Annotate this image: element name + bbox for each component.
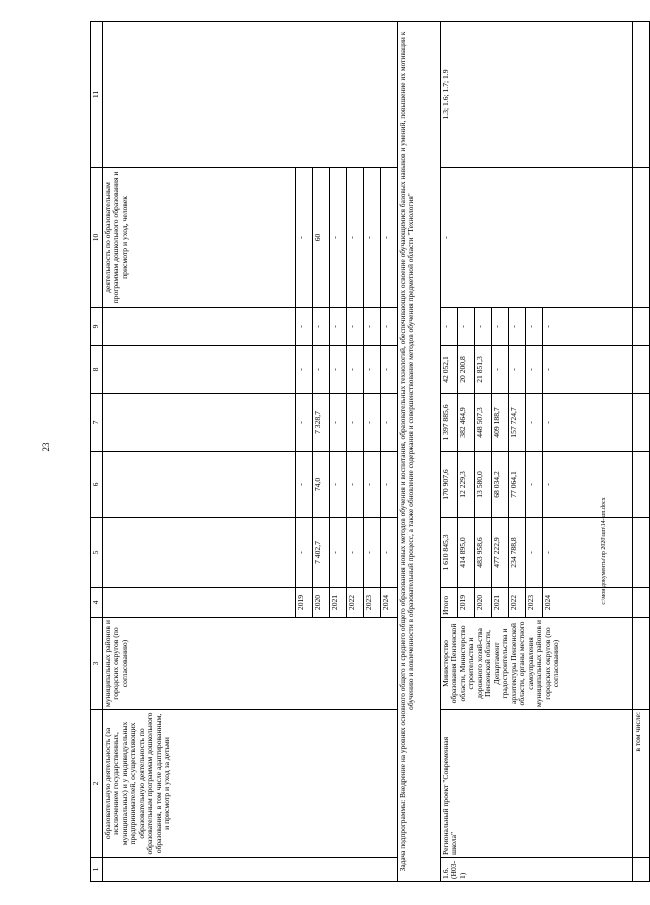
including-label: в том числе:	[632, 710, 649, 858]
year-cell: 2020	[474, 588, 491, 618]
empty-cell	[632, 394, 649, 452]
block1-description: образовательную деятельность (за исключением государственных, муниципальных) и у индивидуальных предпринимателей, осуществляющих образовательную деятельность по образовательным программам дошкольного образования, в том числе адаптированным, и присмотр и уход за детьми	[102, 710, 397, 858]
value-cell: 42 052,1	[440, 346, 457, 394]
value-cell: 12 229,3	[457, 452, 474, 518]
value-cell: -	[508, 346, 525, 394]
value-cell: -	[542, 518, 632, 588]
empty-cell	[632, 518, 649, 588]
empty-cell	[632, 308, 649, 346]
value-cell: -	[380, 308, 397, 346]
year-cell: 2023	[525, 588, 542, 618]
value-cell: -	[295, 346, 312, 394]
empty-cell	[632, 452, 649, 518]
block1-c9-blank	[102, 308, 295, 346]
task-row	[397, 22, 440, 882]
value-cell: -	[542, 452, 632, 518]
empty-cell	[632, 618, 649, 710]
value-cell: -	[363, 394, 380, 452]
rotated-table-sheet	[90, 22, 642, 882]
block1-c6-blank	[102, 452, 295, 518]
value-cell: -	[329, 518, 346, 588]
value-cell: 60	[312, 168, 329, 308]
incl-c1	[632, 858, 649, 882]
col-header-9: 9	[91, 308, 103, 346]
col-header-4: 4	[91, 588, 103, 618]
value-cell: 483 958,6	[474, 518, 491, 588]
value-cell: -	[474, 308, 491, 346]
block1-indicator: деятельность по образовательным программам дошкольного образования и присмотр и уход, человек	[102, 168, 295, 308]
value-cell: -	[295, 308, 312, 346]
value-cell: -	[329, 346, 346, 394]
value-cell: 1 610 845,3	[440, 518, 457, 588]
column-number-row	[91, 22, 103, 882]
including-row	[632, 22, 649, 882]
year-cell: 2020	[312, 588, 329, 618]
value-cell: 448 507,3	[474, 394, 491, 452]
block1-num-cell	[102, 858, 397, 882]
value-cell: 170 907,6	[440, 452, 457, 518]
col-header-6: 6	[91, 452, 103, 518]
value-cell: -	[380, 518, 397, 588]
value-cell: -	[346, 394, 363, 452]
value-cell: 77 064,1	[508, 452, 525, 518]
value-cell: 234 788,8	[508, 518, 525, 588]
value-cell: -	[295, 168, 312, 308]
year-cell: 2019	[295, 588, 312, 618]
value-cell: -	[525, 518, 542, 588]
value-cell: -	[295, 518, 312, 588]
block2-col10: -	[440, 168, 632, 308]
col-header-1: 1	[91, 858, 103, 882]
empty-cell	[632, 168, 649, 308]
value-cell: -	[363, 346, 380, 394]
value-cell: 7 402,7	[312, 518, 329, 588]
block2-executors: Министерство образования Пензенской области, Министерство строительства и дорожного хозяй-ства Пензенской области, Департамент градостроительства и архитектуры Пензенской области, органы местного самоуправления муниципальных районов и городских округов (по согласованию)	[440, 618, 632, 710]
block1-year-blank	[102, 588, 295, 618]
empty-cell	[632, 588, 649, 618]
col-header-7: 7	[91, 394, 103, 452]
block2-project-name: Региональный проект "Современная школа"	[440, 710, 632, 858]
year-cell: 2024	[380, 588, 397, 618]
block2-num: 1.6. (Н03-1)	[440, 858, 632, 882]
block1-c5-blank	[102, 518, 295, 588]
value-cell: -	[363, 452, 380, 518]
value-cell: -	[380, 168, 397, 308]
value-cell: -	[380, 394, 397, 452]
value-cell: -	[457, 308, 474, 346]
value-cell: 68 034,2	[491, 452, 508, 518]
block1-executor: муниципальных районов и городских округов (по согласованию)	[102, 618, 397, 710]
year-cell: 2019	[457, 588, 474, 618]
value-cell: 414 895,0	[457, 518, 474, 588]
value-cell: -	[491, 346, 508, 394]
block2-row-total	[440, 22, 457, 882]
value-cell: 382 464,9	[457, 394, 474, 452]
value-cell: -	[508, 308, 525, 346]
value-cell: -	[525, 346, 542, 394]
page-number: 23	[41, 442, 51, 452]
value-cell: 1 397 885,6	[440, 394, 457, 452]
task-text: Задача подпрограммы: Внедрение на уровнях основного общего и среднего общего образования новых методов обучения и воспитания, образовательных технологий, обеспечивающих освоение обучающимися базовых навыков и умений, повышение их мотивации к обучению и вовлеченности в образовательный процесс, а также обновление содержания и совершенствование методов обучения предметной области "Технология"	[397, 22, 440, 882]
program-table	[90, 21, 650, 882]
value-cell: -	[542, 346, 632, 394]
value-cell: -	[329, 394, 346, 452]
total-label: Итого	[440, 588, 457, 618]
value-cell: -	[491, 308, 508, 346]
year-cell: 2022	[346, 588, 363, 618]
value-cell: 477 222,9	[491, 518, 508, 588]
empty-cell	[632, 22, 649, 168]
value-cell: -	[542, 394, 632, 452]
value-cell: -	[329, 168, 346, 308]
block2-col11: 1.3; 1.6; 1.7; 1.9	[440, 22, 632, 168]
value-cell: 7 328,7	[312, 394, 329, 452]
col-header-8: 8	[91, 346, 103, 394]
col-header-5: 5	[91, 518, 103, 588]
col-header-11: 11	[91, 22, 103, 168]
value-cell: -	[380, 346, 397, 394]
value-cell: -	[525, 394, 542, 452]
year-cell: 2021	[329, 588, 346, 618]
year-cell: 2022	[508, 588, 525, 618]
block1-col11	[102, 22, 397, 168]
value-cell: -	[346, 308, 363, 346]
value-cell: 74,0	[312, 452, 329, 518]
empty-cell	[632, 346, 649, 394]
value-cell: -	[295, 452, 312, 518]
value-cell: -	[346, 452, 363, 518]
value-cell: -	[295, 394, 312, 452]
year-cell: 2021	[491, 588, 508, 618]
block1-text-row	[102, 22, 295, 882]
value-cell: 21 851,3	[474, 346, 491, 394]
value-cell: -	[380, 452, 397, 518]
value-cell: -	[346, 518, 363, 588]
value-cell: -	[329, 452, 346, 518]
col-header-3: 3	[91, 618, 103, 710]
col-header-2: 2	[91, 710, 103, 858]
year-cell: 2024	[542, 588, 632, 618]
value-cell: -	[525, 308, 542, 346]
value-cell: -	[542, 308, 632, 346]
value-cell: 157 724,7	[508, 394, 525, 452]
value-cell: -	[363, 518, 380, 588]
value-cell: -	[440, 308, 457, 346]
value-cell: 20 200,8	[457, 346, 474, 394]
col-header-10: 10	[91, 168, 103, 308]
value-cell: -	[312, 308, 329, 346]
value-cell: -	[346, 346, 363, 394]
value-cell: 13 580,0	[474, 452, 491, 518]
file-path-footer: c:\мои документы\пр 2020\шп\14-шп.docx	[601, 497, 607, 605]
value-cell: 409 188,7	[491, 394, 508, 452]
value-cell: -	[363, 168, 380, 308]
block1-c7-blank	[102, 394, 295, 452]
value-cell: -	[363, 308, 380, 346]
value-cell: -	[329, 308, 346, 346]
year-cell: 2023	[363, 588, 380, 618]
value-cell: -	[312, 346, 329, 394]
block1-c8-blank	[102, 346, 295, 394]
value-cell: -	[346, 168, 363, 308]
value-cell: -	[525, 452, 542, 518]
